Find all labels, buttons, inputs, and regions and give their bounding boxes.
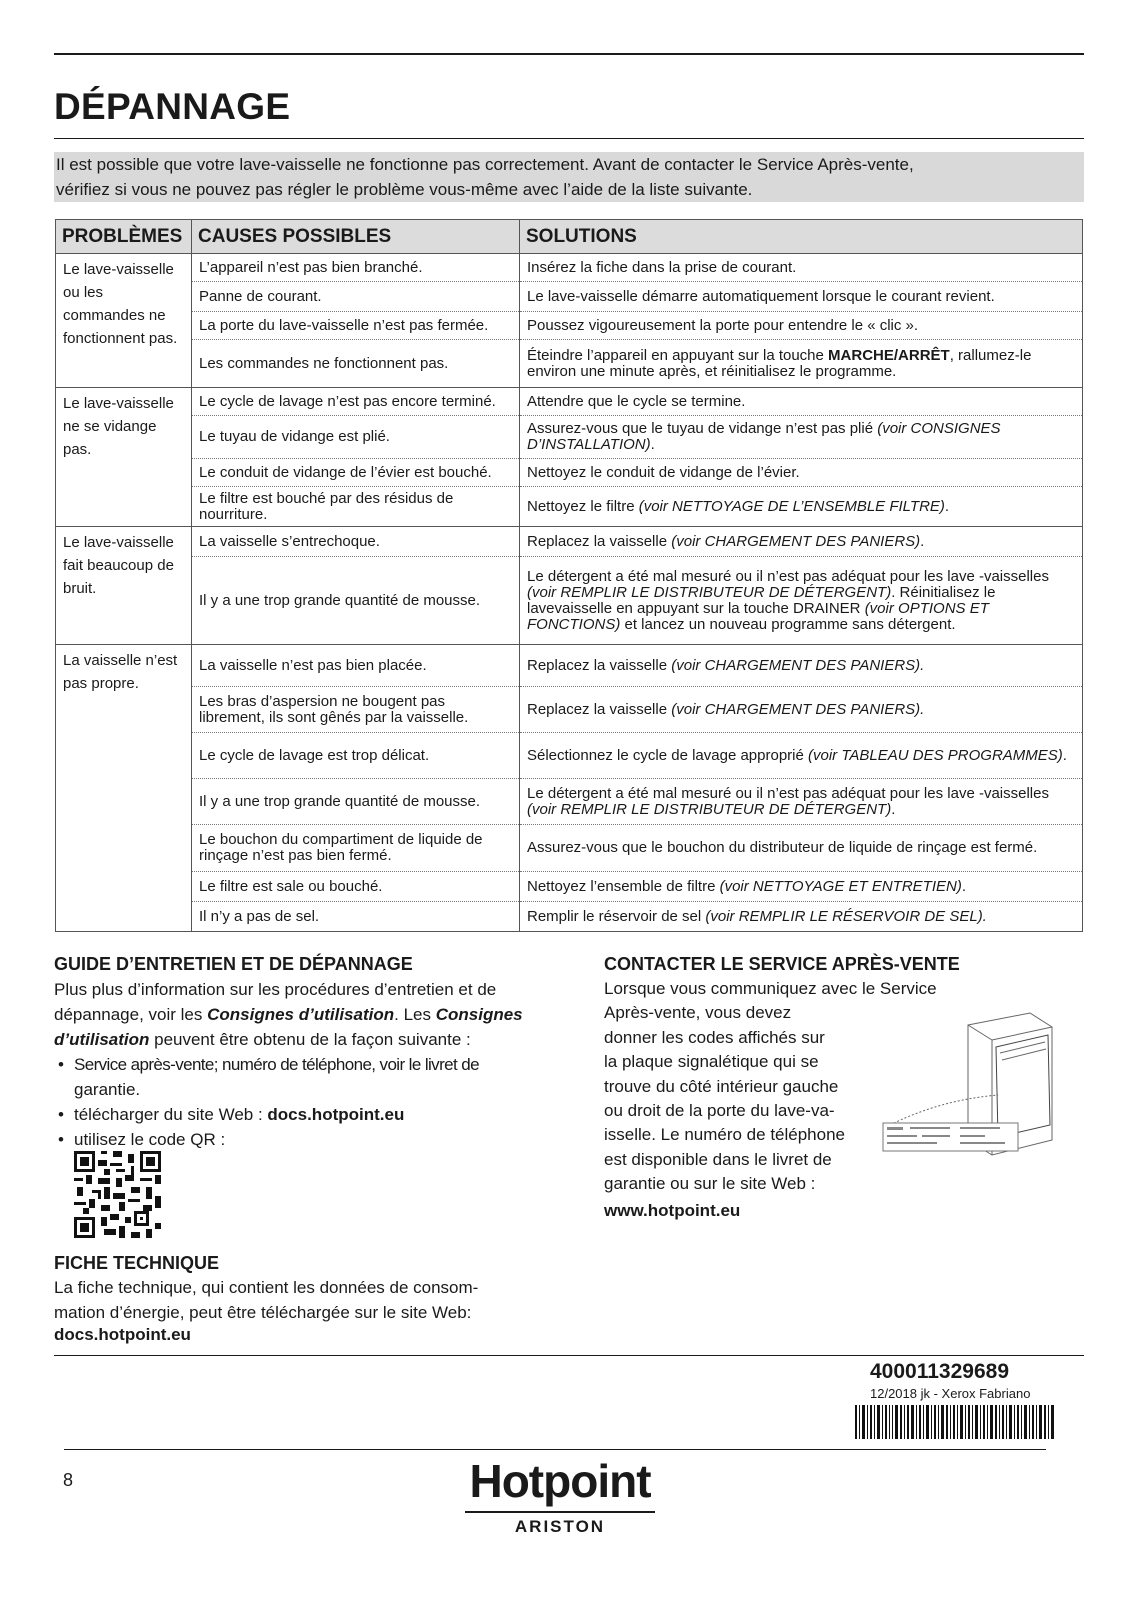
brand-sub: ARISTON [465, 1511, 655, 1537]
cause-cell: Il y a une trop grande quantité de mousse. [192, 557, 520, 645]
solution-text: . [1062, 746, 1067, 764]
solution-text: . [891, 800, 896, 818]
problem-cell: Le lave-vaisselle ou les commandes ne fonctionnent pas. [56, 254, 192, 388]
contact-line: garantie ou sur le site Web : [604, 1174, 816, 1194]
solution-text: Replacez la vaisselle [527, 700, 672, 718]
problem-cell: Le lave-vaisselle ne se vidange pas. [56, 388, 192, 527]
solution-ref: (voir CHARGEMENT DES PANIERS). [671, 656, 925, 674]
hotpoint-logo [455, 1455, 665, 1537]
table-row [56, 527, 1083, 557]
table-row [56, 254, 1083, 282]
table-row [56, 645, 1083, 687]
solution-text: Sélectionnez le cycle de lavage approprié [527, 746, 809, 764]
solution-cell [520, 527, 1083, 557]
title-rule [54, 138, 1084, 139]
solution-text: . Réinitialisez le lavevaisselle en appuyant sur la touche DRAINER [527, 583, 996, 617]
table-row [56, 459, 1083, 487]
intro-line-2: vérifiez si vous ne pouvez pas régler le problème vous-même avec l’aide de la liste suivante. [56, 180, 753, 199]
guide-emphasis: Consignes d’utilisation [207, 1005, 395, 1024]
solution-cell [520, 416, 1083, 459]
guide-emphasis: Consignes [435, 1005, 523, 1024]
solution-ref: (voir REMPLIR LE DISTRIBUTEUR DE DÉTERGENT) [527, 800, 892, 818]
docs-link[interactable]: docs.hotpoint.eu [267, 1105, 405, 1124]
cause-cell: La vaisselle s’entrechoque. [192, 527, 520, 557]
table-row [56, 733, 1083, 779]
barcode-icon [855, 1405, 1055, 1439]
fiche-line: La fiche technique, qui contient les données de consom- [54, 1278, 479, 1297]
solution-cell [520, 487, 1083, 527]
solution-text: Le détergent a été mal mesuré ou il n’est pas adéquat pour les lave -vaisselles [527, 784, 1049, 802]
solution-text: . [920, 532, 925, 550]
guide-bullet [54, 1052, 554, 1077]
solution-ref: (voir NETTOYAGE DE L’ENSEMBLE FILTRE) [638, 497, 945, 515]
bottom-rule [54, 1355, 1084, 1356]
cause-cell: Les commandes ne fonctionnent pas. [192, 340, 520, 388]
page-number: 8 [63, 1470, 74, 1490]
guide-text-span: . Les [394, 1005, 436, 1024]
fiche-line: mation d’énergie, peut être téléchargée sur le site Web: [54, 1303, 472, 1322]
table-row [56, 416, 1083, 459]
table-row [56, 872, 1083, 902]
solution-cell [520, 779, 1083, 825]
bullet-text: Service après-vente; numéro de téléphone, voir le livret de [74, 1055, 479, 1074]
solution-cell [520, 340, 1083, 388]
solution-cell: Insérez la fiche dans la prise de courant. [520, 254, 1083, 282]
solution-ref: (voir TABLEAU DES PROGRAMMES) [808, 746, 1063, 764]
solution-cell: Nettoyez le conduit de vidange de l’évier. [520, 459, 1083, 487]
solution-cell: Assurez-vous que le bouchon du distributeur de liquide de rinçage est fermé. [520, 825, 1083, 872]
qr-code-icon [74, 1151, 161, 1238]
cause-cell: Panne de courant. [192, 282, 520, 312]
contact-line: est disponible dans le livret de [604, 1149, 832, 1169]
solution-text: Replacez la vaisselle [527, 532, 672, 550]
guide-heading: GUIDE D’ENTRETIEN ET DE DÉPANNAGE [54, 954, 413, 974]
solution-cell [520, 902, 1083, 932]
solution-key: MARCHE/ARRÊT [828, 346, 950, 364]
solution-text: Le détergent a été mal mesuré ou il n’est pas adéquat pour les lave -vaisselles [527, 567, 1049, 585]
intro-line-1: Il est possible que votre lave-vaisselle ne fonctionne pas correctement. Avant de contacter le Service Après-vente, [56, 155, 914, 174]
top-rule [54, 53, 1084, 55]
contact-line: la plaque signalétique qui se [604, 1052, 819, 1072]
contact-line: Après-vente, vous devez [604, 1003, 792, 1023]
dishwasher-rating-plate-icon [880, 1005, 1075, 1170]
solution-text: . [944, 497, 950, 515]
guide-text-span: dépannage, voir les [54, 1005, 208, 1024]
contact-heading: CONTACTER LE SERVICE APRÈS-VENTE [604, 954, 960, 974]
table-row [56, 312, 1083, 340]
problem-cell: La vaisselle n’est pas propre. [56, 645, 192, 932]
solution-ref: (voir REMPLIR LE RÉSERVOIR DE SEL). [705, 907, 987, 925]
guide-line: Plus plus d’information sur les procédures d’entretien et de [54, 980, 497, 999]
table-row [56, 557, 1083, 645]
footer-rule [64, 1449, 1046, 1450]
solution-ref: (voir CONSIGNES D’INSTALLATION) [527, 420, 1001, 453]
solution-text: Éteindre l’appareil en appuyant sur la touche [527, 346, 829, 364]
guide-text [54, 977, 554, 1152]
table-row [56, 388, 1083, 416]
guide-bullet: • utilisez le code QR : [54, 1127, 554, 1152]
solution-ref: (voir NETTOYAGE ET ENTRETIEN) [719, 877, 962, 895]
table-row [56, 487, 1083, 527]
cause-cell: Il n’y a pas de sel. [192, 902, 520, 932]
bullet-text: télécharger du site Web : [74, 1105, 268, 1124]
solution-ref: (voir OPTIONS ET FONCTIONS) [527, 599, 989, 633]
cause-cell: Le tuyau de vidange est plié. [192, 416, 520, 459]
cause-cell: Les bras d’aspersion ne bougent pas librement, ils sont gênés par la vaisselle. [192, 687, 520, 733]
fiche-link[interactable]: docs.hotpoint.eu [54, 1325, 191, 1344]
contact-line: isselle. Le numéro de téléphone [604, 1125, 845, 1145]
header-causes: CAUSES POSSIBLES [192, 220, 520, 254]
guide-line [54, 1002, 554, 1027]
guide-bullet [54, 1102, 554, 1127]
table-row [56, 825, 1083, 872]
solution-cell: Le lave-vaisselle démarre automatiquement lorsque le courant revient. [520, 282, 1083, 312]
table-row [56, 687, 1083, 733]
solution-text: Replacez la vaisselle [527, 656, 672, 674]
solution-cell [520, 687, 1083, 733]
contact-text [604, 977, 937, 1223]
solution-cell [520, 557, 1083, 645]
solution-text: . [650, 436, 655, 453]
cause-cell: Le cycle de lavage n’est pas encore terminé. [192, 388, 520, 416]
brand-name: Hotpoint [469, 1455, 651, 1507]
cause-cell: Le bouchon du compartiment de liquide de rinçage n’est pas bien fermé. [192, 825, 520, 872]
solution-cell [520, 733, 1083, 779]
solution-text: et lancez un nouveau programme sans détergent. [620, 615, 956, 633]
table-row [56, 282, 1083, 312]
table-row [56, 902, 1083, 932]
table-row [56, 779, 1083, 825]
solution-cell [520, 645, 1083, 687]
solution-text: Nettoyez le filtre [527, 497, 639, 515]
solution-text: Assurez-vous que le tuyau de vidange n’est pas plié [527, 420, 878, 437]
guide-emphasis: d’utilisation [54, 1030, 150, 1049]
fiche-text [54, 1275, 554, 1345]
contact-line: donner les codes affichés sur [604, 1027, 825, 1047]
intro-box [54, 152, 1084, 202]
solution-text: Remplir le réservoir de sel [527, 907, 706, 925]
fiche-heading: FICHE TECHNIQUE [54, 1253, 220, 1273]
cause-cell: L’appareil n’est pas bien branché. [192, 254, 520, 282]
contact-line: ou droit de la porte du lave-va- [604, 1101, 835, 1121]
contact-url[interactable]: www.hotpoint.eu [604, 1200, 741, 1220]
cause-cell: La porte du lave-vaisselle n’est pas fermée. [192, 312, 520, 340]
troubleshooting-table [55, 219, 1083, 932]
solution-text: Nettoyez l’ensemble de filtre [527, 877, 720, 895]
header-solutions: SOLUTIONS [520, 220, 1083, 254]
contact-line: Lorsque vous communiquez avec le Service [604, 979, 937, 998]
solution-text: . [961, 877, 967, 895]
solution-ref: (voir CHARGEMENT DES PANIERS) [671, 532, 921, 550]
guide-bullet-cont: garantie. [74, 1080, 141, 1099]
solution-ref: (voir REMPLIR LE DISTRIBUTEUR DE DÉTERGENT) [527, 583, 892, 601]
guide-line [54, 1027, 554, 1052]
solution-cell [520, 872, 1083, 902]
table-row [56, 340, 1083, 388]
solution-ref: (voir CHARGEMENT DES PANIERS). [671, 700, 925, 718]
table-header-row [56, 220, 1083, 254]
problem-cell: Le lave-vaisselle fait beaucoup de bruit. [56, 527, 192, 645]
solution-text: , rallumez-le environ une minute après, et réinitialisez le programme. [527, 346, 1032, 380]
page-title: DÉPANNAGE [54, 86, 291, 127]
cause-cell: Le filtre est bouché par des résidus de nourriture. [192, 487, 520, 527]
contact-line: trouve du côté intérieur gauche [604, 1076, 839, 1096]
cause-cell: Le conduit de vidange de l’évier est bouché. [192, 459, 520, 487]
product-code: 400011329689 [870, 1360, 1009, 1383]
solution-cell: Attendre que le cycle se termine. [520, 388, 1083, 416]
cause-cell: Le cycle de lavage est trop délicat. [192, 733, 520, 779]
guide-text-span: peuvent être obtenu de la façon suivante : [149, 1030, 471, 1049]
header-problems: PROBLÈMES [56, 220, 192, 254]
solution-cell: Poussez vigoureusement la porte pour entendre le « clic ». [520, 312, 1083, 340]
cause-cell: Le filtre est sale ou bouché. [192, 872, 520, 902]
cause-cell: Il y a une trop grande quantité de mousse. [192, 779, 520, 825]
cause-cell: La vaisselle n’est pas bien placée. [192, 645, 520, 687]
print-info: 12/2018 jk - Xerox Fabriano [870, 1386, 1031, 1401]
